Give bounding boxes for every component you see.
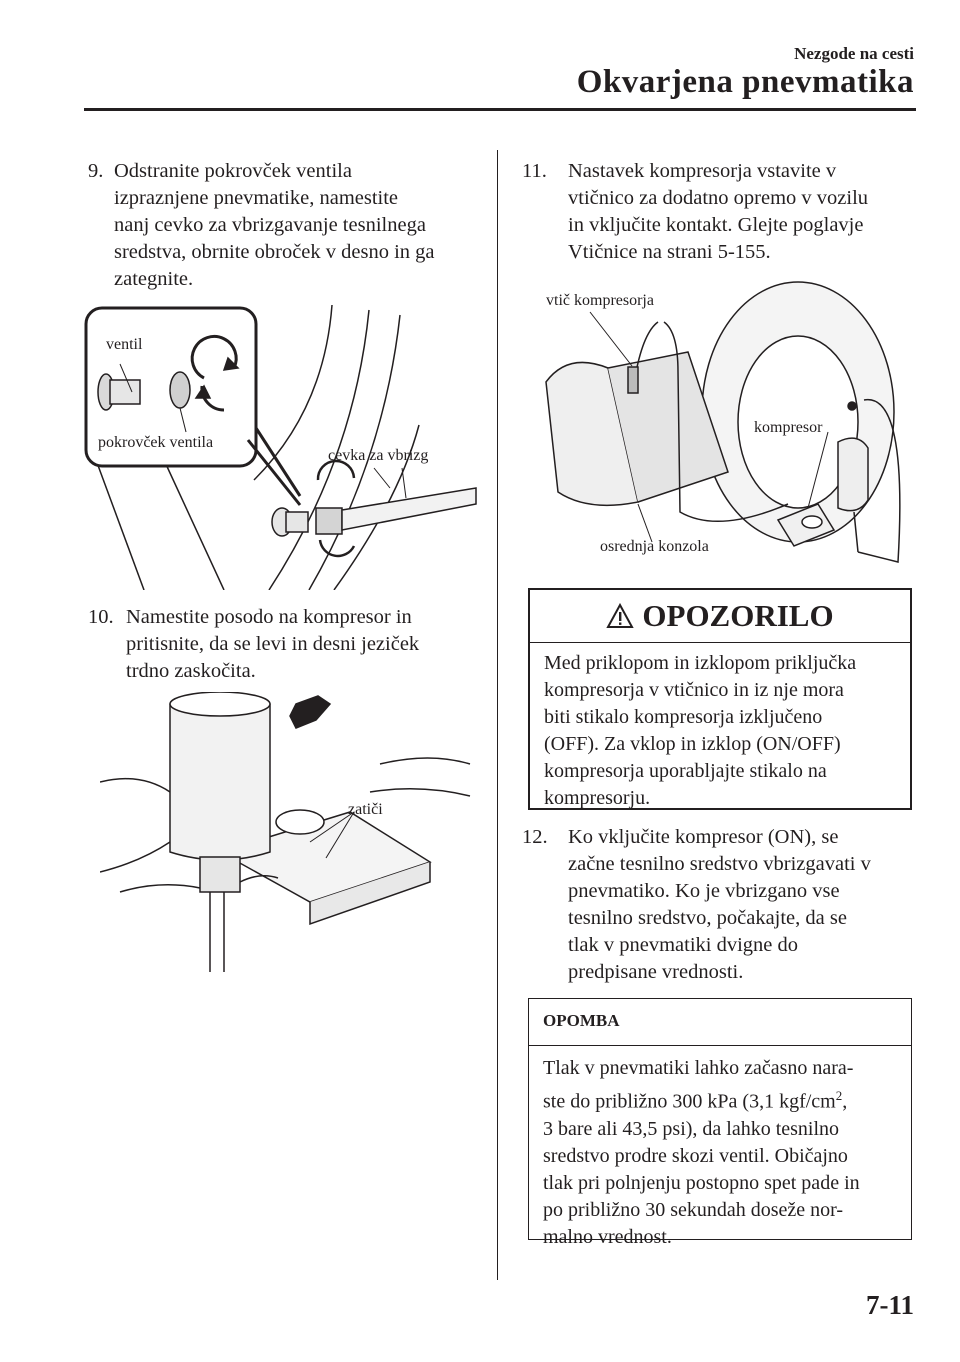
label-hose: cevka za vbrizg	[328, 447, 429, 464]
callout-line	[248, 440, 300, 505]
leader-line	[402, 468, 406, 498]
leader-line	[590, 312, 632, 366]
warning-header	[530, 590, 910, 643]
gauge	[276, 810, 324, 834]
step-9	[88, 158, 488, 298]
page-number: 7-11	[865, 1290, 914, 1320]
callout-line	[256, 428, 300, 496]
valve-body	[110, 380, 140, 404]
hose	[120, 876, 278, 892]
label-valve: ventil	[106, 336, 143, 353]
hose-end	[848, 402, 856, 410]
step-number: 12.	[522, 826, 548, 848]
superscript: 2	[835, 1088, 843, 1103]
note-box	[528, 998, 912, 1248]
step-number: 11.	[522, 160, 547, 182]
label-console: osrednja konzola	[600, 538, 709, 555]
step-number: 10.	[88, 606, 114, 628]
step-text: Odstranite pokrovček ventila izpraznjene pnevmatike, namestite nanj cevko za vbrizgavanje tesnilnega sredstva, obrnite obroček v desno in ga zategnite.	[114, 160, 435, 290]
console-figure	[528, 272, 912, 572]
bottle-figure	[100, 692, 480, 972]
label-valve-cap: pokrovček ventila	[98, 434, 214, 451]
tire-line	[96, 460, 144, 590]
label-plug: vtič kompresorja	[546, 292, 654, 309]
push-arrow	[290, 696, 330, 728]
note-title: OPOMBA	[543, 1011, 620, 1030]
note-line: Tlak v pnevmatiki lahko začasno nara-	[543, 1057, 854, 1079]
leader-line	[638, 504, 652, 542]
tire-line	[254, 305, 332, 480]
step-10	[88, 604, 488, 688]
step-11	[522, 158, 922, 268]
hose	[210, 892, 224, 972]
rotate-arrow	[320, 540, 354, 556]
column-divider	[497, 150, 498, 1280]
label-tabs: zatiči	[348, 801, 383, 818]
valve-body	[286, 512, 308, 532]
note-rest: 3 bare ali 43,5 psi), da lahko tesnilno sredstvo prodre skozi ventil. Običajno tlak pri polnjenju postopno spet pade in po približno 30 sekundah doseže nor- malno vrednost.	[543, 1117, 860, 1248]
valve-figure	[84, 300, 484, 590]
step-12	[522, 824, 922, 990]
leader-line	[374, 468, 390, 488]
warning-title: OPOZORILO	[642, 598, 834, 633]
header-rule	[84, 108, 916, 111]
note-header	[529, 999, 911, 1046]
sealant-bottle	[838, 438, 868, 511]
page-title: Okvarjena pnevmatika	[576, 64, 914, 100]
tire-line	[164, 460, 224, 590]
hose	[342, 488, 476, 530]
label-compressor: kompresor	[754, 419, 823, 436]
hose-nut	[316, 508, 342, 534]
sealant-bottle	[170, 696, 270, 860]
step-text: Namestite posodo na kompresor in pritisnite, da se levi in desni jeziček trdno zaskočita.	[126, 606, 420, 682]
gauge	[802, 516, 822, 528]
warning-icon	[606, 603, 634, 629]
warning-text: Med priklopom in izklopom priključka kompresorja v vtičnico in iz nje mora biti stikalo kompresorja izključeno (OFF). Za vklop in izklop (ON/OFF) kompresorja uporabljajte stikalo na kompresorju.	[544, 652, 857, 809]
note-text	[543, 1055, 905, 1251]
valve-cap	[170, 372, 190, 408]
step-text: Nastavek kompresorja vstavite v vtičnico za dodatno opremo v vozilu in vključite kontakt. Glejte poglavje Vtičnice na strani 5-155.	[568, 160, 869, 263]
plug	[628, 367, 638, 393]
warning-box	[528, 588, 912, 810]
step-text: Ko vključite kompresor (ON), se začne tesnilno sredstvo vbrizgavati v pnevmatiko. Ko je vbrizgano vse tesnilno sredstvo, počakajte, da se tlak v pnevmatiki dvigne do predpisane vrednosti.	[568, 826, 871, 983]
bottle-top	[170, 692, 270, 716]
section-header: Nezgode na cesti	[794, 44, 914, 63]
step-number: 9.	[88, 160, 104, 182]
hand	[100, 779, 170, 872]
note-line: ste do približno 300 kPa (3,1 kgf/$cm^2$,	[543, 1088, 848, 1113]
hand	[370, 758, 470, 796]
bottle-neck	[200, 857, 240, 892]
